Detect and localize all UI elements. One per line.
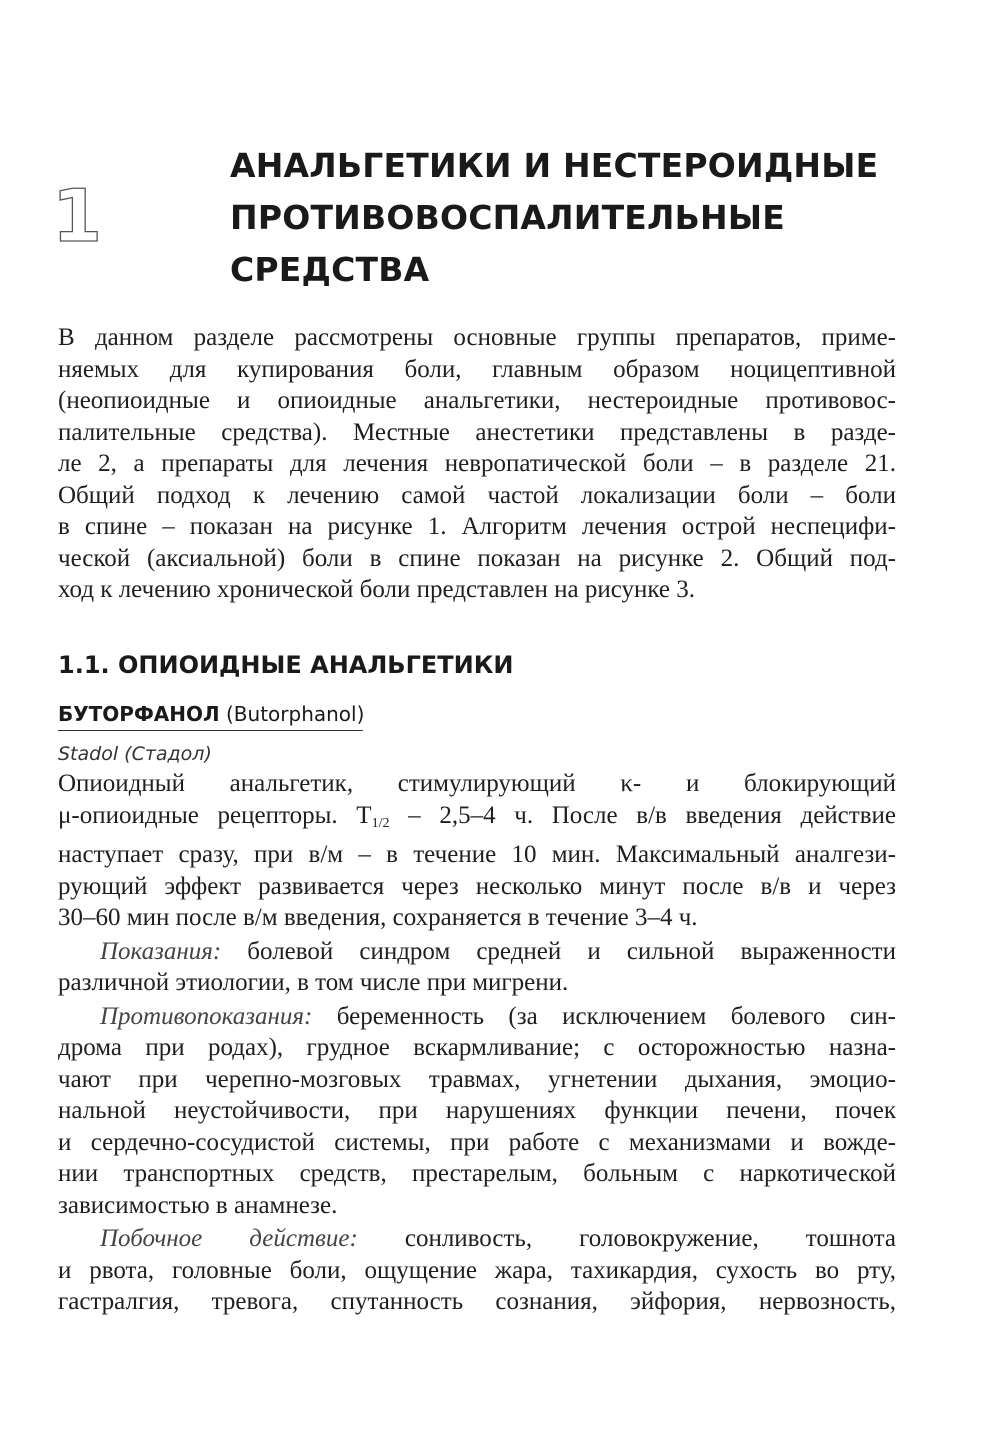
text-line [58,936,896,968]
text-fragment: сонливость, головокружение, тошнота [357,1225,896,1252]
chapter-title [230,140,930,296]
text-line: (неопиоидные и опиоидные анальгетики, нестероидные противовос- [58,387,896,414]
text-fragment: беременность (за исключением болевого син- [312,1002,896,1030]
description-paragraph [58,768,896,934]
text-line: нальной неустойчивости, при нарушениях функции печени, почек [58,1097,896,1124]
drug-name: БУТОРФАНОЛ [58,702,220,726]
drug-latin-name: (Butorphanol) [226,702,365,726]
text-line: дрома при родах), грудное вскармливание; с осторожностью назна- [58,1034,896,1061]
trade-name: Stadol (Стадол) [58,743,212,765]
text-line [58,1001,896,1033]
text-line: и сердечно-сосудистой системы, при работе с механизмами и вожде- [58,1128,896,1156]
text-line: 30–60 мин после в/м введения, сохраняется в течение 3–4 ч. [58,904,698,931]
text-line: В данном разделе рассмотрены основные группы препаратов, приме- [58,324,896,351]
text-line: ческой (аксиальной) боли в спине показан на рисунке 2. Общий под- [58,544,896,572]
text-line: ле 2, а препараты для лечения невропатической боли – в разделе 21. [58,450,896,477]
drug-monograph [58,768,896,1318]
text-line: гастралгия, тревога, спутанность сознания, эйфория, нервозность, [58,1288,896,1315]
text-fragment: μ-опиоидные рецепторы. T [58,801,372,829]
side-effects-paragraph [58,1223,896,1318]
chapter-title-line: ПРОТИВОВОСПАЛИТЕЛЬНЫЕ [230,198,785,237]
text-line: нии транспортных средств, престарелым, больным с наркотической [58,1160,896,1187]
text-fragment: болевой синдром средней и сильной выраженности [221,937,896,965]
text-line: зависимостью в анамнезе. [58,1191,338,1219]
text-line: няемых для купирования боли, главным образом ноцицептивной [58,355,896,383]
half-life-subscript: 1/2 [371,815,390,831]
text-line: различной этиологии, в том числе при мигрени. [58,969,569,996]
text-line: Общий подход к лечению самой частой локализации боли – боли [58,481,896,509]
text-line: в спине – показан на рисунке 1. Алгоритм лечения острой неспецифи- [58,513,896,540]
chapter-number: 1 [52,174,103,258]
side-effects-label: Побочное действие: [100,1225,358,1252]
section-heading: 1.1. ОПИОИДНЫЕ АНАЛЬГЕТИКИ [58,651,514,679]
text-line: Опиоидный анальгетик, стимулирующий κ- и блокирующий [58,770,896,797]
contraindications-label: Противопоказания: [100,1002,313,1030]
chapter-title-line: СРЕДСТВА [230,250,430,289]
text-line: ход к лечению хронической боли представлен на рисунке 3. [58,576,695,603]
text-line: чают при черепно-мозговых травмах, угнетении дыхания, эмоцио- [58,1065,896,1093]
indications-paragraph [58,936,896,999]
text-line [58,800,896,840]
drug-heading [58,700,363,731]
text-line: наступает сразу, при в/м – в течение 10 мин. Максимальный аналгези- [58,841,896,868]
indications-label: Показания: [100,937,222,965]
chapter-title-line: АНАЛЬГЕТИКИ И НЕСТЕРОИДНЫЕ [230,146,879,185]
text-line: рующий эффект развивается через несколько минут после в/в и через [58,872,896,900]
intro-paragraph [58,322,896,606]
text-fragment: – 2,5–4 ч. После в/в введения действие [389,801,896,829]
contraindications-paragraph [58,1001,896,1222]
text-line: палительные средства). Местные анестетики представлены в разде- [58,418,896,446]
text-line: и рвота, головные боли, ощущение жара, тахикардия, сухость во рту, [58,1256,896,1284]
text-line [58,1223,896,1255]
